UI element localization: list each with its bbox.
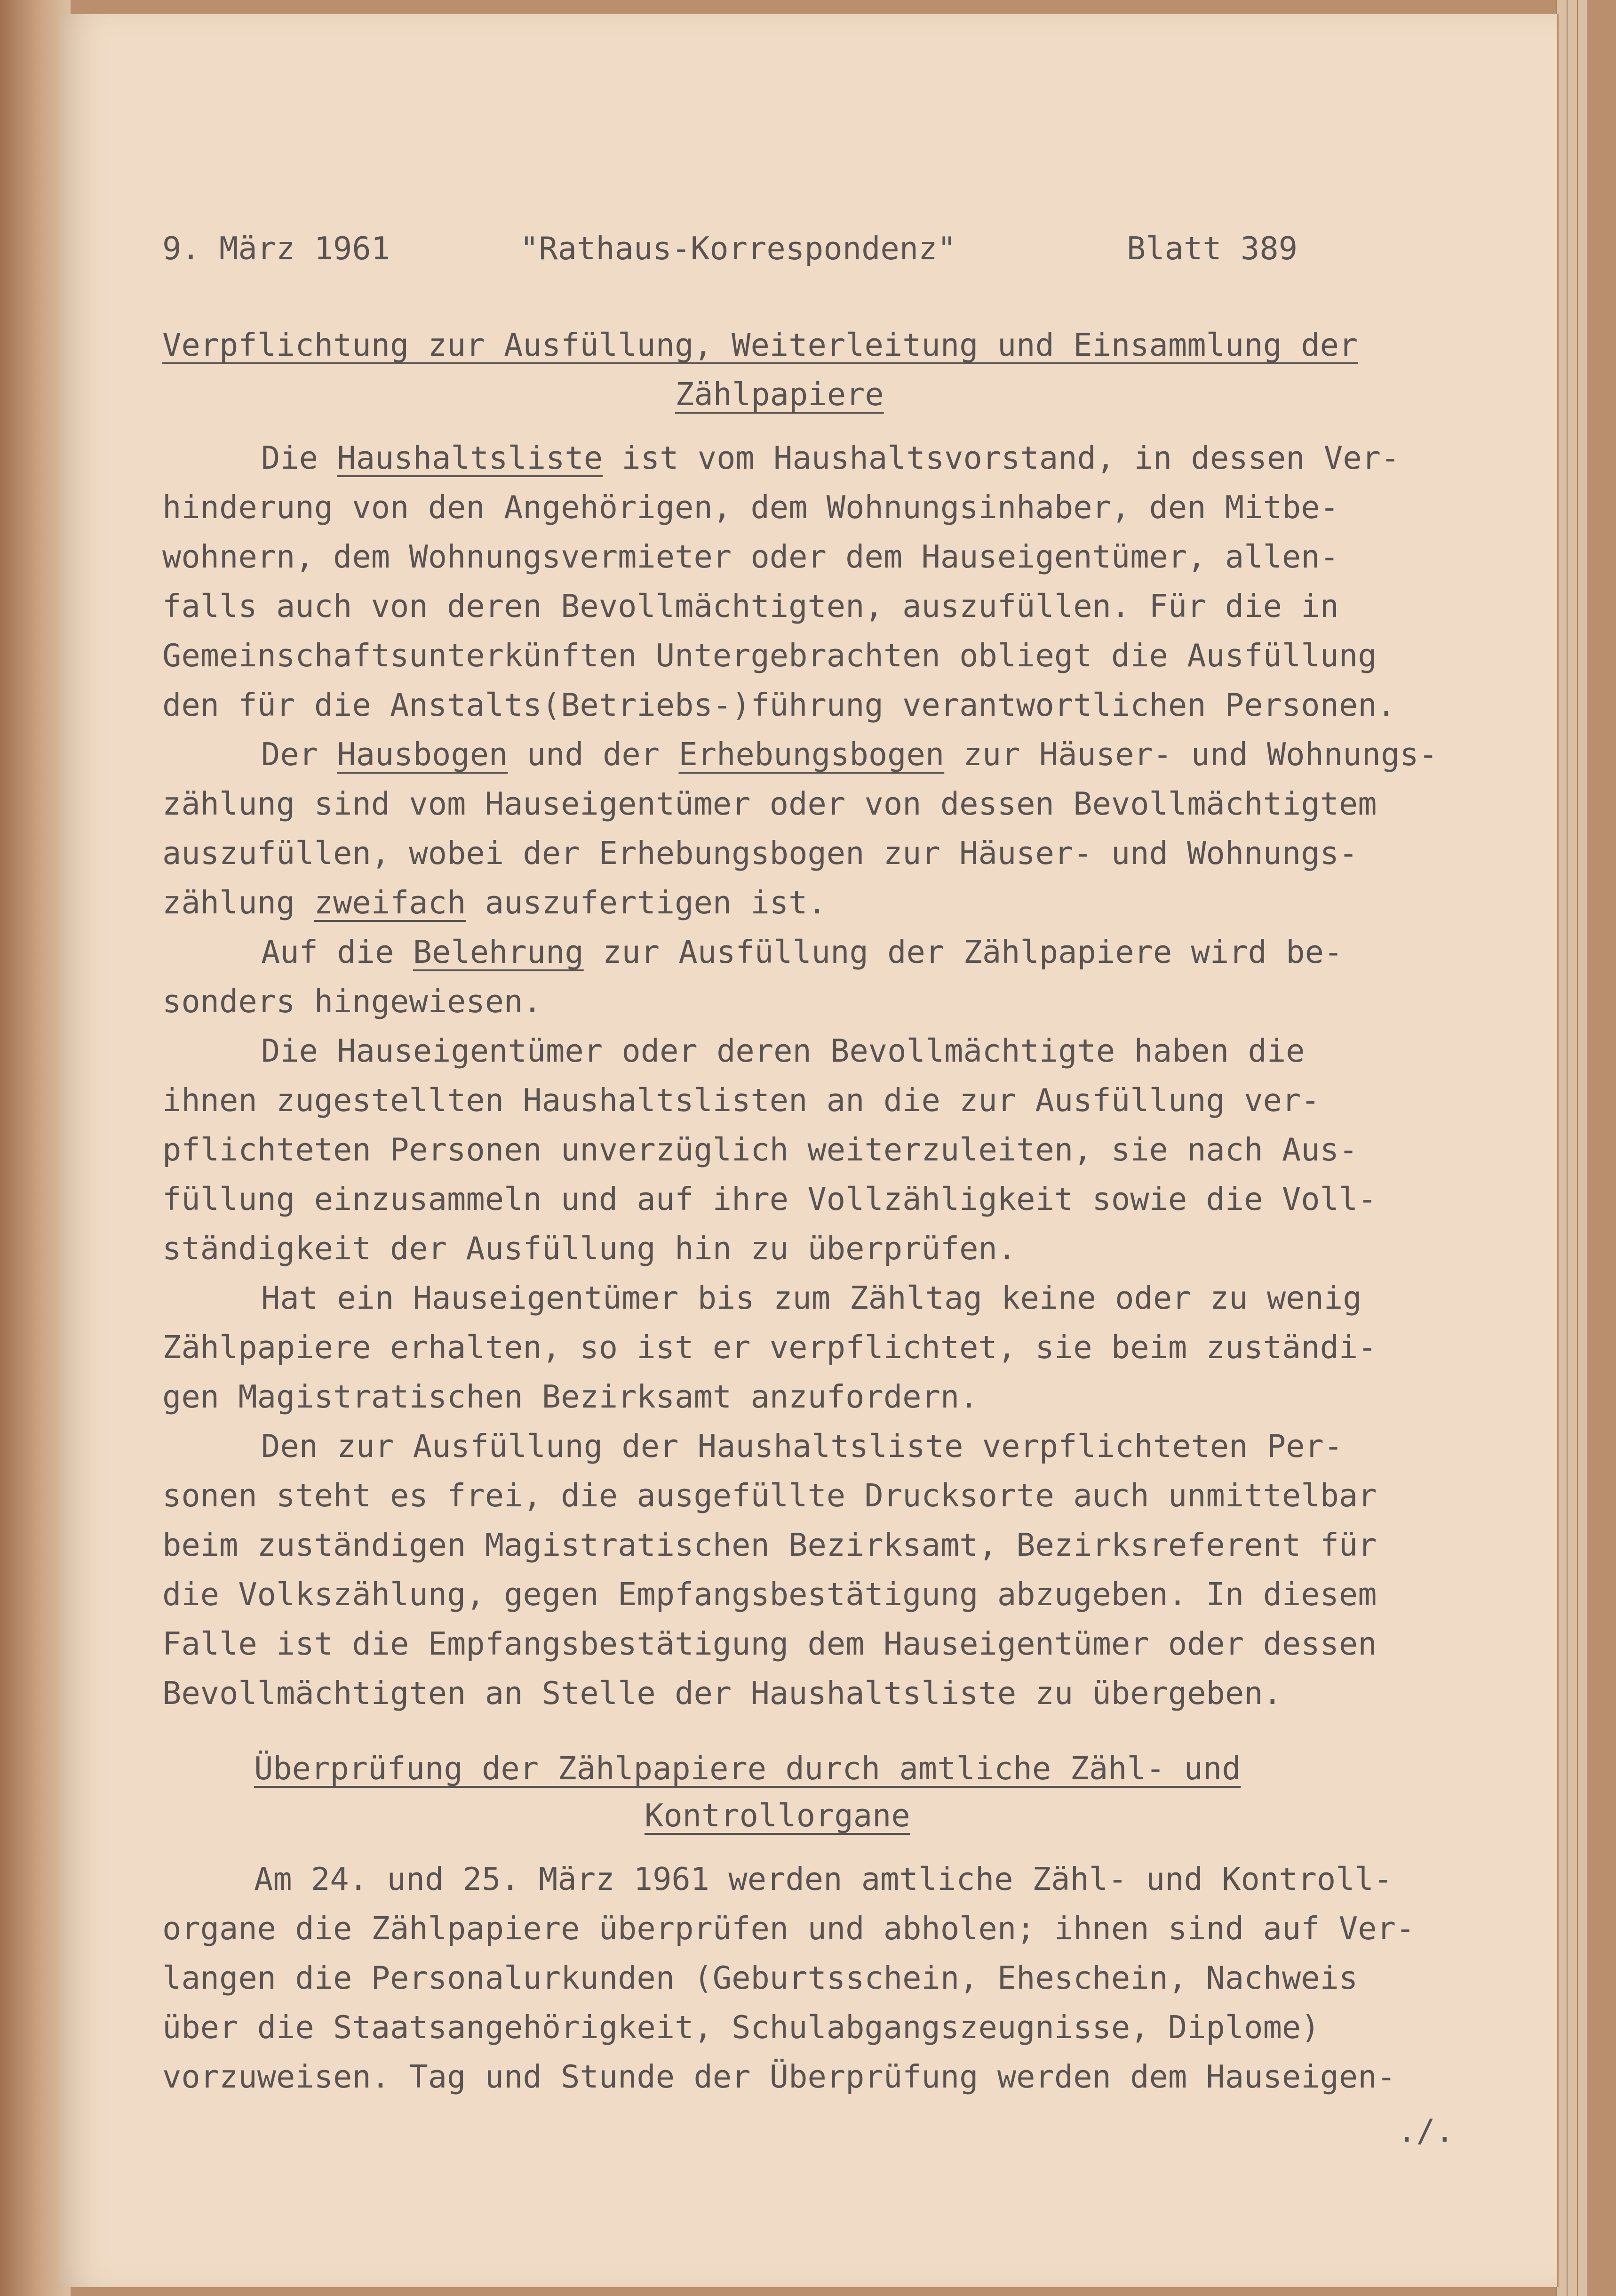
page-edge [1567,0,1577,2296]
paragraph-line: Am 24. und 25. März 1961 werden amtliche Zähl- und Kontroll- [254,1861,1393,1897]
paragraph-line: vorzuweisen. Tag und Stunde der Überprüfung werden dem Hauseigen- [162,2058,1396,2095]
paragraph-line: Zählpapiere erhalten, so ist er verpflichtet, sie beim zuständi- [162,1329,1377,1366]
section-heading-line: Kontrollorgane [645,1797,910,1834]
paragraph-line: Hat ein Hauseigentümer bis zum Zähltag keine oder zu wenig [261,1280,1362,1316]
paragraph-line: sonders hingewiesen. [162,983,542,1020]
section-heading-line: Zählpapiere [675,376,884,413]
continuation-mark: ./. [1397,2112,1455,2149]
header-publication: "Rathaus-Korrespondenz" [520,230,956,267]
paragraph-line: Die Haushaltsliste ist vom Haushaltsvorstand, in dessen Ver- [261,440,1400,476]
paragraph-line: langen die Personalurkunden (Geburtsschein, Eheschein, Nachweis [162,1960,1358,1996]
paragraph-line: Die Hauseigentümer oder deren Bevollmächtigte haben die [261,1032,1305,1069]
paragraph-line: Bevollmächtigten an Stelle der Haushaltsliste zu übergeben. [162,1675,1282,1712]
underlined-term: zweifach [314,884,466,921]
header-sheet: Blatt 389 [1127,230,1298,267]
paragraph-line: falls auch von deren Bevollmächtigten, auszufüllen. Für die in [162,588,1339,624]
paragraph-line: die Volkszählung, gegen Empfangsbestätigung abzugeben. In diesem [162,1576,1377,1613]
paragraph-line: wohnern, dem Wohnungsvermieter oder dem Hauseigentümer, allen- [162,538,1339,575]
paragraph-line: sonen steht es frei, die ausgefüllte Drucksorte auch unmittelbar [162,1477,1377,1514]
paragraph-line: über die Staatsangehörigkeit, Schulabgangszeugnisse, Diplome) [162,2009,1320,2046]
paragraph-line: den für die Anstalts(Betriebs-)führung verantwortlichen Personen. [162,687,1396,723]
paragraph-line: Auf die Belehrung zur Ausfüllung der Zählpapiere wird be- [261,934,1343,970]
underlined-term: Erhebungsbogen [678,736,945,773]
paragraph-line: ihnen zugestellten Haushaltslisten an die zur Ausfüllung ver- [162,1082,1320,1119]
paragraph-line: beim zuständigen Magistratischen Bezirksamt, Bezirksreferent für [162,1527,1377,1563]
paragraph-line: füllung einzusammeln und auf ihre Vollzähligkeit sowie die Voll- [162,1181,1377,1217]
section-heading-line: Verpflichtung zur Ausfüllung, Weiterleitung und Einsammlung der [162,327,1358,363]
paragraph-line: Den zur Ausfüllung der Haushaltsliste verpflichteten Per- [261,1428,1343,1464]
paragraph-line: hinderung von den Angehörigen, dem Wohnungsinhaber, den Mitbe- [162,489,1339,526]
paragraph-line: organe die Zählpapiere überprüfen und abholen; ihnen sind auf Ver- [162,1910,1415,1947]
paragraph-line: ständigkeit der Ausfüllung hin zu überprüfen. [162,1230,1017,1267]
paragraph-line: Falle ist die Empfangsbestätigung dem Hauseigentümer oder dessen [162,1625,1377,1662]
paragraph-line: Der Hausbogen und der Erhebungsbogen zur Häuser- und Wohnungs- [261,736,1438,773]
paragraph-line: auszufüllen, wobei der Erhebungsbogen zur Häuser- und Wohnungs- [162,835,1358,872]
paragraph-line: gen Magistratischen Bezirksamt anzufordern. [162,1378,979,1415]
page-edge [1577,0,1587,2296]
header-date: 9. März 1961 [162,230,390,267]
underlined-term: Haushaltsliste [337,440,603,476]
section-heading-line: Überprüfung der Zählpapiere durch amtliche Zähl- und [254,1750,1241,1787]
underlined-term: Hausbogen [337,736,508,773]
underlined-term: Belehrung [413,934,584,970]
paragraph-line: zählung zweifach auszufertigen ist. [162,884,827,921]
paragraph-line: Gemeinschaftsunterkünften Untergebrachten obliegt die Ausfüllung [162,637,1377,674]
paragraph-line: pflichteten Personen unverzüglich weiterzuleiten, sie nach Aus- [162,1131,1358,1168]
paragraph-line: zählung sind vom Hauseigentümer oder von dessen Bevollmächtigtem [162,785,1377,822]
